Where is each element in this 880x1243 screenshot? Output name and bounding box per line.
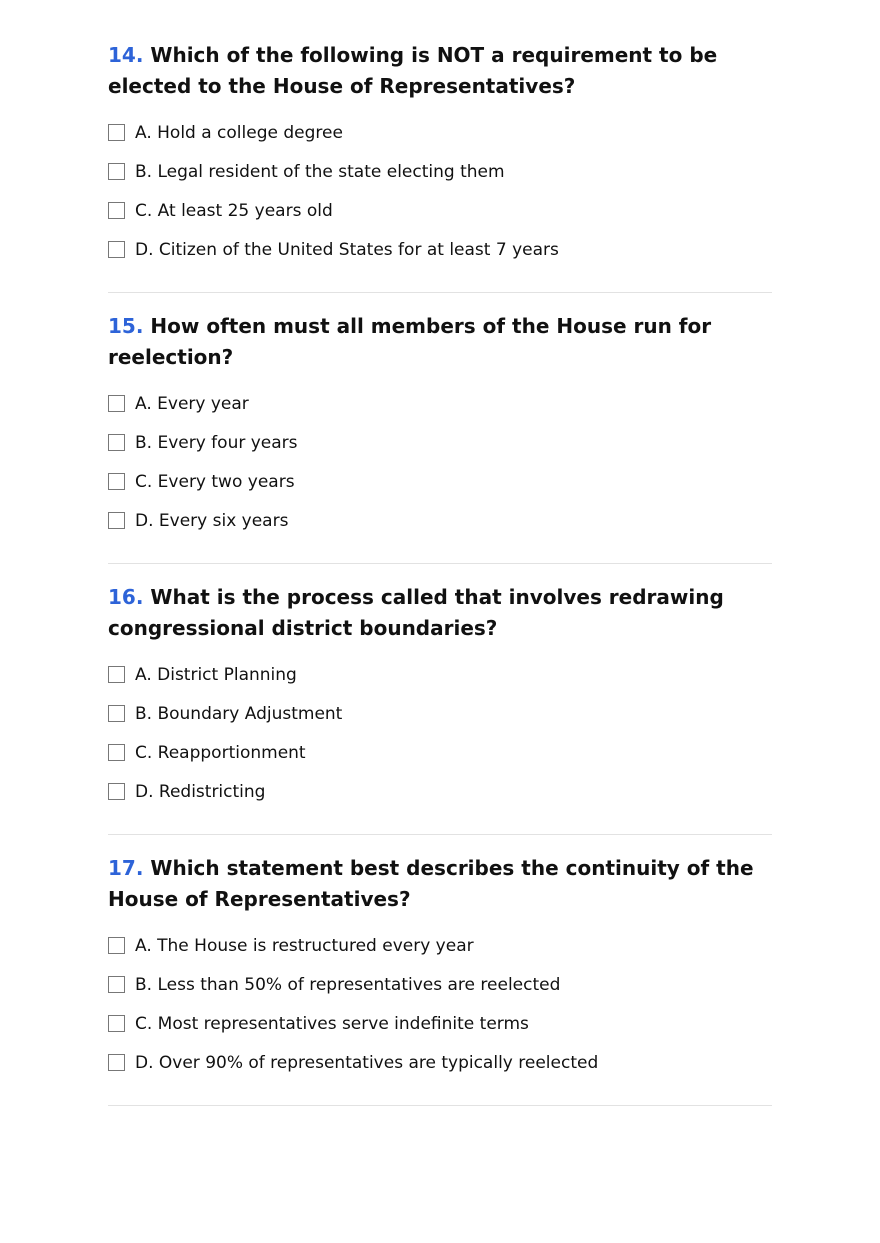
option-label: D. Citizen of the United States for at least 7 years (135, 239, 559, 260)
option-label: B. Boundary Adjustment (135, 703, 343, 724)
checkbox[interactable] (108, 202, 125, 219)
divider (108, 292, 772, 293)
checkbox[interactable] (108, 434, 125, 451)
option[interactable] (108, 230, 772, 269)
option[interactable] (108, 733, 772, 772)
option[interactable] (108, 191, 772, 230)
options-list (108, 655, 772, 811)
question-title (108, 853, 772, 915)
option[interactable] (108, 694, 772, 733)
option[interactable] (108, 423, 772, 462)
question-title (108, 582, 772, 644)
question-number: 16. (108, 585, 144, 609)
question-title (108, 311, 772, 373)
option-label: D. Redistricting (135, 781, 266, 802)
divider (108, 1105, 772, 1106)
checkbox[interactable] (108, 124, 125, 141)
question-text: Which of the following is NOT a requirement to be elected to the House of Representatives? (108, 43, 718, 98)
option-label: C. Reapportionment (135, 742, 306, 763)
checkbox[interactable] (108, 1015, 125, 1032)
question-number: 14. (108, 43, 144, 67)
divider (108, 563, 772, 564)
question-16 (108, 582, 772, 835)
question-text: Which statement best describes the continuity of the House of Representatives? (108, 856, 754, 911)
option-label: C. At least 25 years old (135, 200, 333, 221)
checkbox[interactable] (108, 512, 125, 529)
option[interactable] (108, 1004, 772, 1043)
checkbox[interactable] (108, 473, 125, 490)
option[interactable] (108, 462, 772, 501)
checkbox[interactable] (108, 744, 125, 761)
options-list (108, 926, 772, 1082)
question-number: 17. (108, 856, 144, 880)
option-label: D. Over 90% of representatives are typically reelected (135, 1052, 599, 1073)
checkbox[interactable] (108, 241, 125, 258)
option-label: A. District Planning (135, 664, 297, 685)
option-label: B. Less than 50% of representatives are reelected (135, 974, 561, 995)
checkbox[interactable] (108, 937, 125, 954)
question-text: What is the process called that involves redrawing congressional district boundaries? (108, 585, 724, 640)
question-text: How often must all members of the House run for reelection? (108, 314, 712, 369)
option-label: C. Most representatives serve indefinite terms (135, 1013, 529, 1034)
option[interactable] (108, 772, 772, 811)
options-list (108, 384, 772, 540)
quiz-page (108, 40, 772, 1124)
option[interactable] (108, 113, 772, 152)
option-label: A. Every year (135, 393, 249, 414)
question-number: 15. (108, 314, 144, 338)
option[interactable] (108, 655, 772, 694)
option-label: B. Every four years (135, 432, 298, 453)
option-label: B. Legal resident of the state electing them (135, 161, 505, 182)
question-15 (108, 311, 772, 564)
option-label: A. The House is restructured every year (135, 935, 474, 956)
question-14 (108, 40, 772, 293)
option[interactable] (108, 1043, 772, 1082)
question-17 (108, 853, 772, 1106)
divider (108, 834, 772, 835)
option-label: C. Every two years (135, 471, 295, 492)
checkbox[interactable] (108, 395, 125, 412)
checkbox[interactable] (108, 783, 125, 800)
option[interactable] (108, 384, 772, 423)
checkbox[interactable] (108, 666, 125, 683)
option[interactable] (108, 501, 772, 540)
option[interactable] (108, 965, 772, 1004)
checkbox[interactable] (108, 976, 125, 993)
option-label: A. Hold a college degree (135, 122, 343, 143)
checkbox[interactable] (108, 163, 125, 180)
checkbox[interactable] (108, 1054, 125, 1071)
option-label: D. Every six years (135, 510, 289, 531)
question-title (108, 40, 772, 102)
option[interactable] (108, 926, 772, 965)
options-list (108, 113, 772, 269)
checkbox[interactable] (108, 705, 125, 722)
option[interactable] (108, 152, 772, 191)
